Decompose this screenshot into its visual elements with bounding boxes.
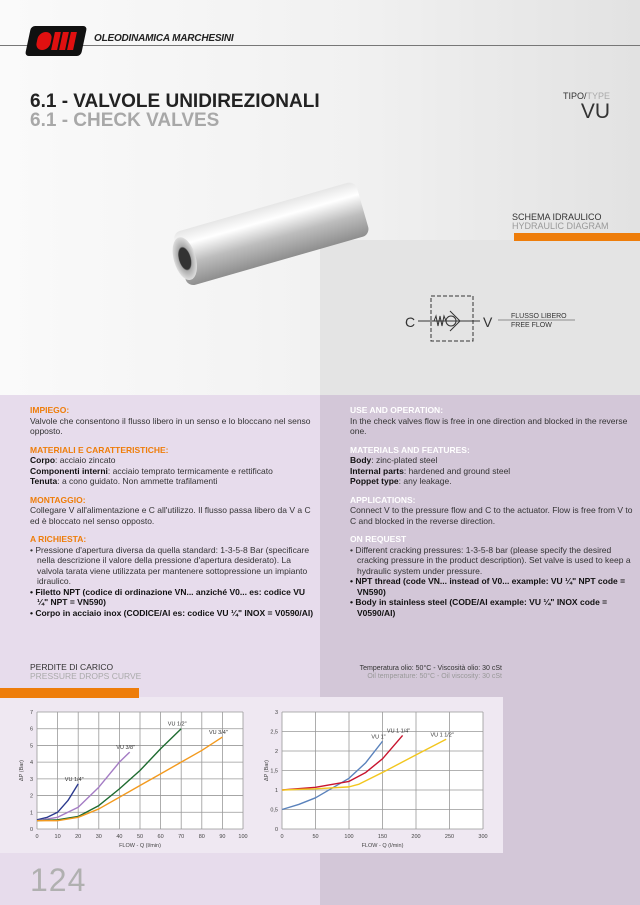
type-label: TIPO/TYPE xyxy=(562,91,610,101)
bullet-item: • Pressione d'apertura diversa da quella standard: 1-3-5-8 Bar (specificare nella descrizione il valore della pressione d'apertura desiderato). La valvola tarata viene utilizzata per mantenere sottopressione un impianto idraulico. xyxy=(30,544,310,586)
flow-label-en: FREE FLOW xyxy=(511,322,552,329)
section-text: Valvole che consentono il flusso libero in un senso e lo bloccano nel senso opposto. xyxy=(30,415,311,436)
feature-key: Corpo xyxy=(30,455,56,465)
y-tick-label: 1 xyxy=(274,788,278,794)
y-tick-label: 0 xyxy=(274,827,278,833)
conditions-en: Oil temperature: 50°C - Oil viscosity: 30 cSt xyxy=(367,673,502,680)
section-heading: IMPIEGO: xyxy=(30,405,70,415)
x-tick-label: 150 xyxy=(377,834,388,840)
header-divider xyxy=(0,45,640,46)
x-tick-label: 50 xyxy=(312,834,319,840)
section-text: Connect V to the pressure flow and C to the actuator. Flow is free from V to C and blocked in the reverse direction. xyxy=(350,505,633,526)
y-tick-label: 7 xyxy=(29,710,33,716)
series-label: VU 1 1/2" xyxy=(430,732,454,739)
test-conditions xyxy=(360,665,502,681)
bullet-item: • Filetto NPT (codice di ordinazione VN... anziché V0... es: codice VU ¼" NPT = VN590) xyxy=(30,586,306,607)
x-tick-label: 30 xyxy=(95,834,102,840)
diagram-title xyxy=(512,213,609,231)
series-label: VU 1 1/4" xyxy=(386,728,411,735)
x-tick-label: 0 xyxy=(280,834,284,840)
page-number: 124 xyxy=(30,862,87,898)
x-tick-label: 20 xyxy=(75,834,82,840)
page-title-en: 6.1 - CHECK VALVES xyxy=(30,110,220,131)
pressure-chart-small xyxy=(0,700,255,850)
curves-title xyxy=(30,663,141,681)
series-label: VU 3/8" xyxy=(116,745,136,752)
curves-title-en: PRESSURE DROPS CURVE xyxy=(30,671,142,681)
x-tick-label: 100 xyxy=(344,834,354,840)
feature-key: Tenuta xyxy=(30,476,58,486)
feature-value: : acciaio temprato termicamente e rettificato xyxy=(107,465,273,476)
section-heading: ON REQUEST xyxy=(350,534,407,544)
feature-value: : any leakage. xyxy=(398,476,452,486)
feature-key: Poppet type xyxy=(350,476,399,486)
feature-key: Componenti interni xyxy=(30,465,108,476)
bullet-item: • NPT thread (code VN... instead of V0... example: VU ¼" NPT code = VN590) xyxy=(350,576,626,597)
curves-title-it: PERDITE DI CARICO xyxy=(30,662,114,672)
italian-description xyxy=(30,405,315,618)
x-tick-label: 70 xyxy=(178,834,185,840)
type-code: VU xyxy=(580,100,610,123)
y-tick-label: 2,5 xyxy=(270,729,278,736)
x-tick-label: 0 xyxy=(35,834,39,840)
section-heading: MONTAGGIO: xyxy=(30,494,86,505)
bullet-item: • Corpo in acciaio inox (CODICE/AI es: codice VU ¼" INOX = V0590/AI) xyxy=(30,607,314,618)
type-label-en: TYPE xyxy=(586,91,610,101)
flow-label-it: FLUSSO LIBERO xyxy=(511,313,567,320)
x-tick-label: 90 xyxy=(219,834,226,840)
y-tick-label: 6 xyxy=(29,726,33,733)
bullet-item: • Body in stainless steel (CODE/AI example: VU ¼" INOX code = V0590/AI) xyxy=(350,597,608,618)
y-tick-label: 3 xyxy=(29,776,33,783)
x-tick-label: 60 xyxy=(157,834,164,840)
hydraulic-symbol xyxy=(400,285,600,355)
x-tick-label: 80 xyxy=(198,834,205,840)
conditions-it: Temperatura olio: 50°C - Viscosità olio: 30 cSt xyxy=(359,665,502,672)
section-text: In the check valves flow is free in one direction and blocked in the reverse one. xyxy=(350,415,628,436)
section-text: Collegare V all'alimentazione e C all'utilizzo. Il flusso passa libero da V a C ed è bloccato nel senso opposto. xyxy=(30,505,311,526)
x-tick-label: 200 xyxy=(411,834,421,840)
series-label: VU 1/4" xyxy=(64,776,84,783)
feature-value: : acciaio zincato xyxy=(55,455,116,465)
brand-name: OLEODINAMICA MARCHESINI xyxy=(94,33,234,44)
y-tick-label: 5 xyxy=(29,743,33,750)
section-heading: APPLICATIONS: xyxy=(350,494,416,505)
series-label: VU 1/2" xyxy=(167,721,187,728)
x-tick-label: 300 xyxy=(478,834,488,840)
company-logo xyxy=(25,26,87,56)
x-tick-label: 10 xyxy=(54,834,61,840)
y-tick-label: 3 xyxy=(274,710,278,716)
section-heading: MATERIALI E CARATTERISTICHE: xyxy=(30,444,169,455)
y-axis-label: ΔP (Bar) xyxy=(19,760,25,781)
pressure-chart-large xyxy=(255,700,503,850)
x-tick-label: 40 xyxy=(116,834,123,840)
port-c: C xyxy=(405,314,416,330)
feature-key: Internal parts xyxy=(350,465,404,476)
section-heading: USE AND OPERATION: xyxy=(350,405,444,415)
accent-bar xyxy=(514,233,640,241)
y-tick-label: 4 xyxy=(29,760,33,767)
bullet-item: • Different cracking pressures: 1-3-5-8 bar (please specify the desired cracking pressure in the product description). Set valve is used to keep a hydraulic system under pressure. xyxy=(350,544,631,576)
accent-bar xyxy=(0,688,139,698)
y-tick-label: 0,5 xyxy=(270,807,278,814)
page-title-it: 6.1 - VALVOLE UNIDIREZIONALI xyxy=(30,91,320,112)
x-tick-label: 100 xyxy=(238,834,248,840)
feature-key: Body xyxy=(350,455,372,465)
section-heading: A RICHIESTA: xyxy=(30,534,87,544)
y-axis-label: ΔP (Bar) xyxy=(264,760,270,781)
feature-value: : hardened and ground steel xyxy=(403,465,511,476)
x-axis-label: FLOW - Q (l/min) xyxy=(119,843,161,849)
diagram-title-en: HYDRAULIC DIAGRAM xyxy=(512,221,609,231)
series-label: VU 1" xyxy=(371,734,386,741)
section-heading: MATERIALS AND FEATURES: xyxy=(350,444,470,455)
series-label: VU 3/4" xyxy=(209,730,228,737)
tipo-label: TIPO xyxy=(562,91,584,101)
x-tick-label: 250 xyxy=(444,834,455,840)
port-v: V xyxy=(483,314,493,330)
y-tick-label: 1,5 xyxy=(270,768,278,775)
y-tick-label: 0 xyxy=(29,827,33,833)
y-tick-label: 1 xyxy=(29,810,33,817)
diagram-title-it: SCHEMA IDRAULICO xyxy=(512,212,602,222)
english-description xyxy=(350,405,635,618)
y-tick-label: 2 xyxy=(274,749,278,755)
feature-value: : a cono guidato. Non ammette trafilamenti xyxy=(57,476,218,486)
feature-value: : zinc-plated steel xyxy=(371,455,438,465)
y-tick-label: 2 xyxy=(29,793,33,800)
x-tick-label: 50 xyxy=(136,834,144,840)
x-axis-label: FLOW - Q (l/min) xyxy=(361,843,404,849)
